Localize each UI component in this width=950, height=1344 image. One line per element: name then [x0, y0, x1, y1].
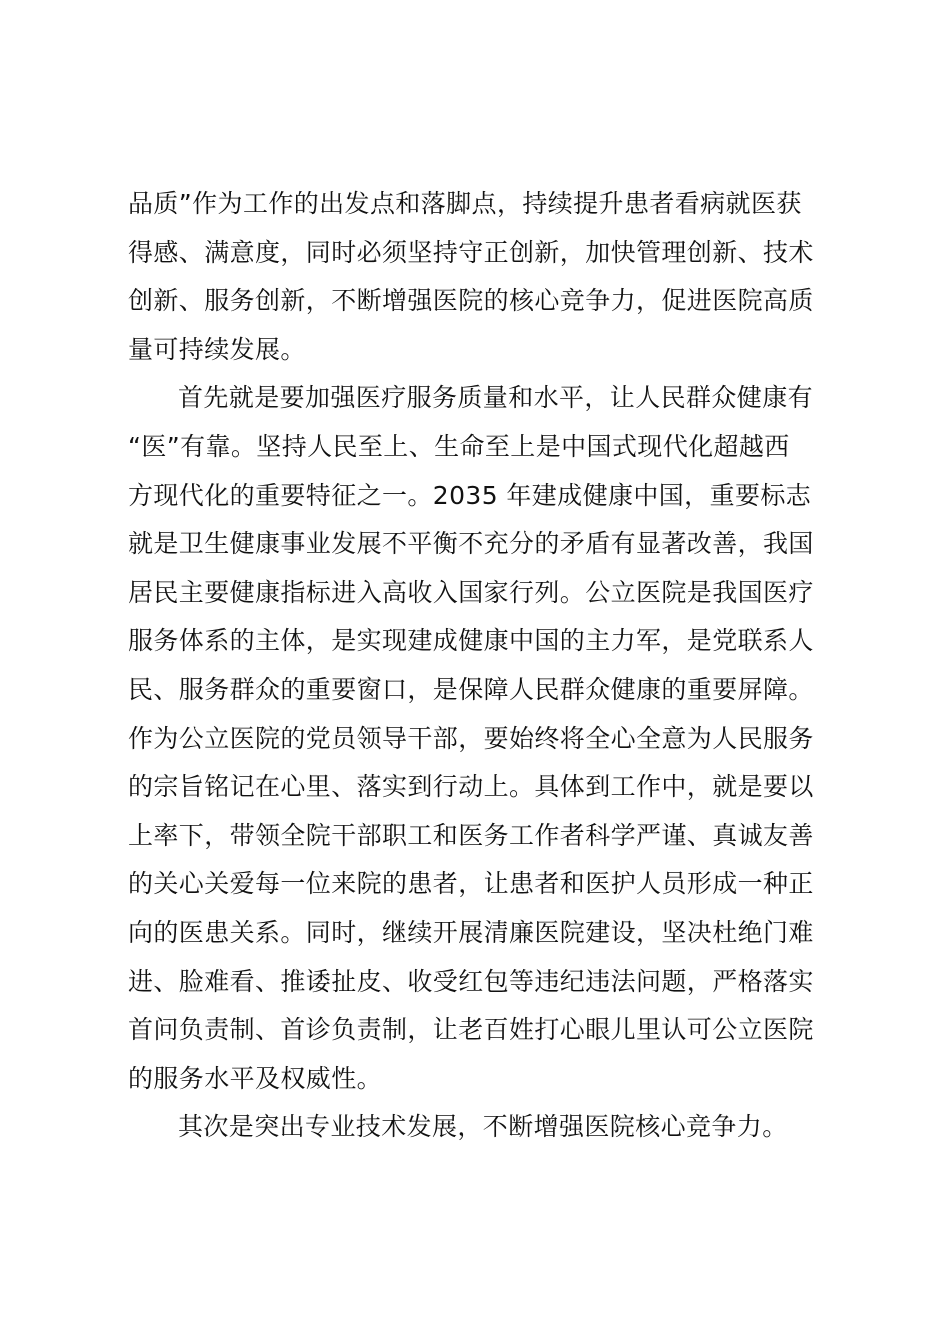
text-line: 就是卫生健康事业发展不平衡不充分的矛盾有显著改善，我国 — [128, 529, 814, 559]
text-line: 首问负责制、首诊负责制，让老百姓打心眼儿里认可公立医院 — [128, 1015, 814, 1045]
text-line: 品质”作为工作的出发点和落脚点，持续提升患者看病就医获 — [128, 189, 802, 218]
paragraph-first-line: 首先就是要加强医疗服务质量和水平，让人民群众健康有 — [178, 383, 814, 413]
text-line: 方现代化的重要特征之一。2035 年建成健康中国，重要标志 — [128, 480, 812, 510]
text-line: 得感、满意度，同时必须坚持守正创新，加快管理创新、技术 — [128, 237, 814, 267]
body-text — [128, 180, 848, 1152]
text-line: 量可持续发展。 — [128, 334, 306, 364]
text-line: 服务体系的主体，是实现建成健康中国的主力军，是党联系人 — [128, 626, 814, 656]
text-line: 民、服务群众的重要窗口，是保障人民群众健康的重要屏障。 — [128, 674, 814, 704]
text-line: 的宗旨铭记在心里、落实到行动上。具体到工作中，就是要以 — [128, 772, 814, 802]
text-line: 作为公立医院的党员领导干部，要始终将全心全意为人民服务 — [128, 723, 814, 753]
text-line: 居民主要健康指标进入高收入国家行列。公立医院是我国医疗 — [128, 577, 814, 607]
text-line: “医”有靠。坚持人民至上、生命至上是中国式现代化超越西 — [128, 431, 790, 461]
paragraph-first-line: 其次是突出专业技术发展，不断增强医院核心竞争力。 — [178, 1112, 788, 1142]
text-line: 创新、服务创新，不断增强医院的核心竞争力，促进医院高质 — [128, 286, 814, 316]
text-line: 上率下，带领全院干部职工和医务工作者科学严谨、真诚友善 — [128, 820, 814, 850]
text-line: 进、脸难看、推诿扯皮、收受红包等违纪违法问题，严格落实 — [128, 966, 814, 996]
text-line: 的服务水平及权威性。 — [128, 1063, 383, 1093]
text-line: 向的医患关系。同时，继续开展清廉医院建设，坚决杜绝门难 — [128, 917, 814, 947]
text-line: 的关心关爱每一位来院的患者，让患者和医护人员形成一种正 — [128, 869, 814, 899]
